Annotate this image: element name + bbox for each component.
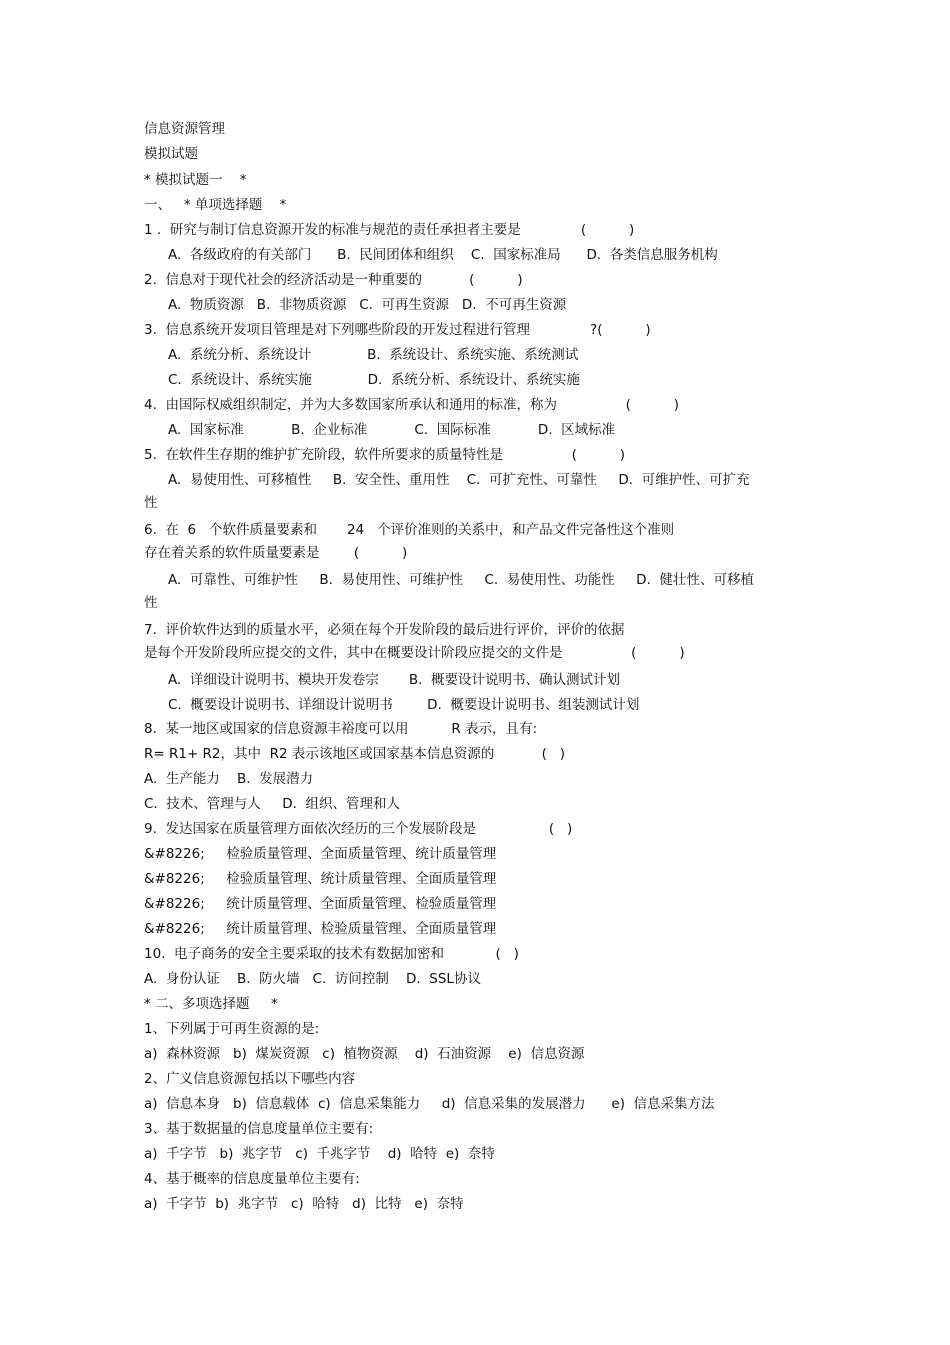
- q3-options-row1: A. 系统分析、系统设计 B. 系统设计、系统实施、系统测试: [168, 347, 579, 363]
- q6-options-wrap: 性: [144, 595, 158, 611]
- m2-stem: 2、广义信息资源包括以下哪些内容: [144, 1071, 356, 1087]
- q4-stem: 4. 由国际权威组织制定，并为大多数国家所承认和通用的标准，称为 ( ): [144, 397, 680, 413]
- doc-title: 信息资源管理: [144, 121, 225, 137]
- q8-options-row2: C. 技术、管理与人 D. 组织、管理和人: [144, 796, 401, 812]
- m4-stem: 4、基于概率的信息度量单位主要有:: [144, 1171, 360, 1187]
- q3-stem: 3. 信息系统开发项目管理是对下列哪些阶段的开发过程进行管理 ?( ): [144, 322, 651, 338]
- q8-options-row1: A. 生产能力 B. 发展潜力: [144, 771, 314, 787]
- m4-options: a) 千字节 b) 兆字节 c) 哈特 d) 比特 e) 奈特: [144, 1196, 464, 1212]
- m3-stem: 3、基于数据量的信息度量单位主要有:: [144, 1121, 374, 1137]
- m1-stem: 1、下列属于可再生资源的是:: [144, 1021, 320, 1037]
- q7-stem-line2: 是每个开发阶段所应提交的文件，其中在概要设计阶段应提交的文件是 ( ): [144, 645, 685, 661]
- m1-options: a) 森林资源 b) 煤炭资源 c) 植物资源 d) 石油资源 e) 信息资源: [144, 1046, 585, 1062]
- q5-stem: 5. 在软件生存期的维护扩充阶段，软件所要求的质量特性是 ( ): [144, 447, 626, 463]
- q4-options: A. 国家标准 B. 企业标准 C. 国际标准 D. 区域标准: [168, 422, 616, 438]
- q7-options-row2: C. 概要设计说明书、详细设计说明书 D. 概要设计说明书、组装测试计划: [168, 697, 640, 713]
- q2-stem: 2. 信息对于现代社会的经济活动是一种重要的 ( ): [144, 272, 523, 288]
- q9-option-1: &#8226; 检验质量管理、全面质量管理、统计质量管理: [144, 846, 497, 862]
- q1-options: A. 各级政府的有关部门 B. 民间团体和组织 C. 国家标准局 D. 各类信息服务机构: [168, 247, 718, 263]
- q1-stem: 1 . 研究与制订信息资源开发的标准与规范的责任承担者主要是 ( ): [144, 222, 635, 238]
- q6-stem-line1: 6. 在 6 个软件质量要素和 24 个评价准则的关系中，和产品文件完备性这个准则: [144, 522, 675, 538]
- m2-options: a) 信息本身 b) 信息载体 c) 信息采集能力 d) 信息采集的发展潜力 e) 信息采集方法: [144, 1096, 715, 1112]
- q10-options: A. 身份认证 B. 防火墙 C. 访问控制 D. SSL协议: [144, 971, 481, 987]
- q2-options: A. 物质资源 B. 非物质资源 C. 可再生资源 D. 不可再生资源: [168, 297, 567, 313]
- m3-options: a) 千字节 b) 兆字节 c) 千兆字节 d) 哈特 e) 奈特: [144, 1146, 495, 1162]
- section1-heading: 一、 * 单项选择题 *: [144, 197, 287, 213]
- q6-stem-line2: 存在着关系的软件质量要素是 ( ): [144, 545, 408, 561]
- q9-stem: 9. 发达国家在质量管理方面依次经历的三个发展阶段是 ( ): [144, 821, 573, 837]
- exam-set-heading: * 模拟试题一 *: [144, 172, 247, 188]
- doc-subtitle: 模拟试题: [144, 146, 198, 162]
- q10-stem: 10. 电子商务的安全主要采取的技术有数据加密和 ( ): [144, 946, 519, 962]
- q9-option-4: &#8226; 统计质量管理、检验质量管理、全面质量管理: [144, 921, 497, 937]
- q7-stem-line1: 7. 评价软件达到的质量水平，必须在每个开发阶段的最后进行评价，评价的依据: [144, 622, 625, 638]
- q8-stem-line2: R= R1+ R2，其中 R2 表示该地区或国家基本信息资源的 ( ): [144, 746, 565, 762]
- q6-options: A. 可靠性、可维护性 B. 易使用性、可维护性 C. 易使用性、功能性 D. 健壮性、可移植: [168, 572, 754, 588]
- q5-options-wrap: 性: [144, 495, 158, 511]
- q9-option-2: &#8226; 检验质量管理、统计质量管理、全面质量管理: [144, 871, 497, 887]
- q8-stem-line1: 8. 某一地区或国家的信息资源丰裕度可以用 R 表示，且有:: [144, 721, 538, 737]
- q5-options: A. 易使用性、可移植性 B. 安全性、重用性 C. 可扩充性、可靠性 D. 可维护性、可扩充: [168, 472, 750, 488]
- section2-heading: * 二、多项选择题 *: [144, 996, 278, 1012]
- q3-options-row2: C. 系统设计、系统实施 D. 系统分析、系统设计、系统实施: [168, 372, 580, 388]
- q9-option-3: &#8226; 统计质量管理、全面质量管理、检验质量管理: [144, 896, 497, 912]
- q7-options-row1: A. 详细设计说明书、模块开发卷宗 B. 概要设计说明书、确认测试计划: [168, 672, 621, 688]
